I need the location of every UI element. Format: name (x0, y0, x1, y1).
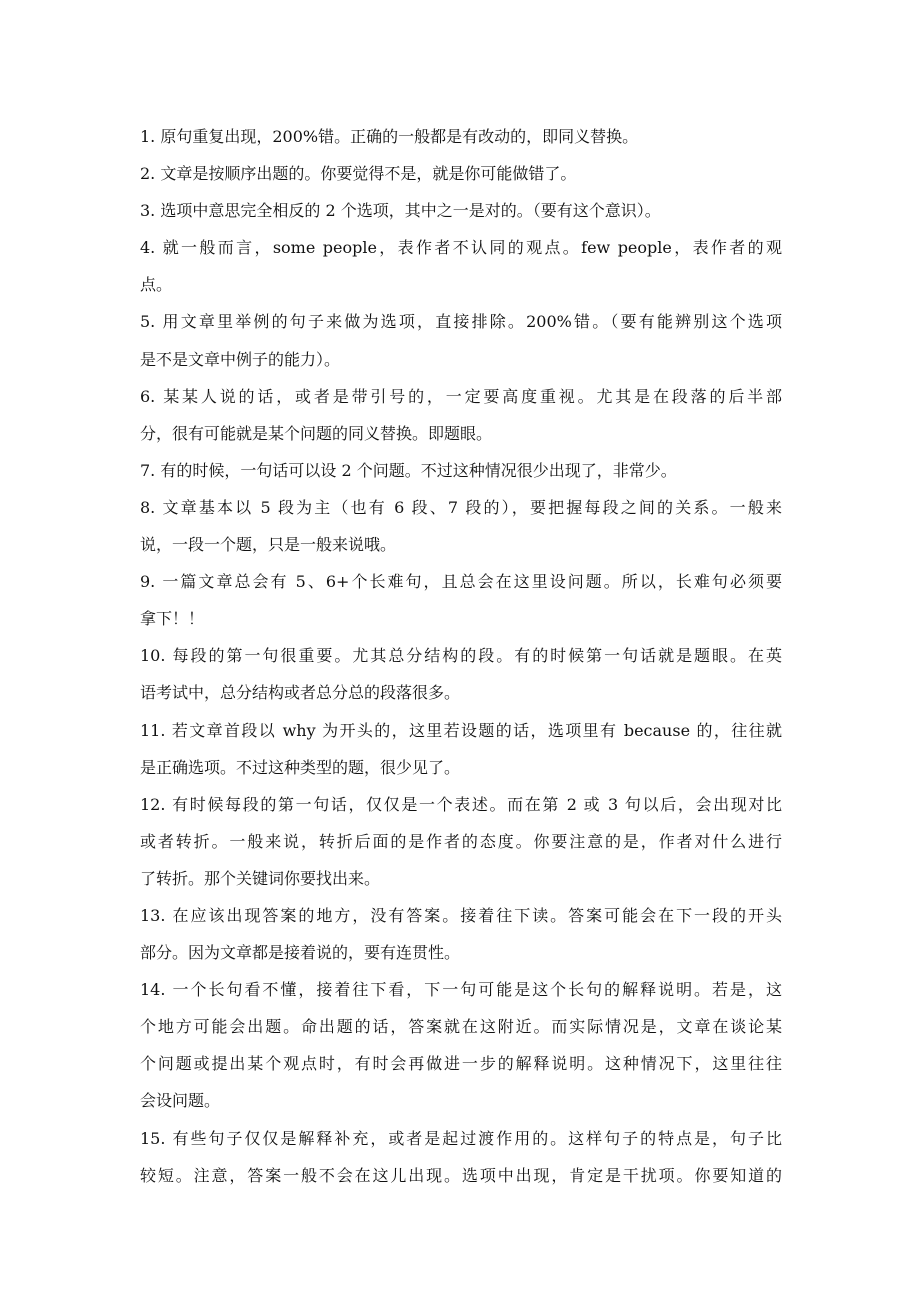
list-item-line: 3. 选项中意思完全相反的 2 个选项，其中之一是对的。（要有这个意识）。 (140, 201, 661, 221)
list-item-line: 6. 某某人说的话，或者是带引号的，一定要高度重视。尤其是在段落的后半部 (140, 386, 782, 406)
list-item (140, 712, 782, 786)
list-item-line: 了转折。那个关键词你要找出来。 (140, 868, 381, 888)
list-item-line: 10. 每段的第一句很重要。尤其总分结构的段。有的时候第一句话就是题眼。在英 (140, 646, 782, 666)
list-item-line: 分，很有可能就是某个问题的同义替换。即题眼。 (140, 423, 493, 443)
list-item-line: 14. 一个长句看不懂，接着往下看，下一句可能是这个长句的解释说明。若是，这 (140, 980, 782, 1000)
list-item (140, 452, 782, 489)
list-item (140, 971, 782, 1119)
list-item-line: 5. 用文章里举例的句子来做为选项，直接排除。200%错。（要有能辨别这个选项 (140, 312, 782, 332)
list-item (140, 563, 782, 637)
list-item (140, 637, 782, 711)
list-item-line: 个问题或提出某个观点时，有时会再做进一步的解释说明。这种情况下，这里往往 (140, 1054, 782, 1074)
list-item-line: 13. 在应该出现答案的地方，没有答案。接着往下读。答案可能会在下一段的开头 (140, 905, 782, 925)
list-item (140, 229, 782, 303)
list-item (140, 303, 782, 377)
list-item-line: 语考试中，总分结构或者总分总的段落很多。 (140, 683, 461, 703)
list-item-line: 较短。注意，答案一般不会在这儿出现。选项中出现，肯定是干扰项。你要知道的 (140, 1165, 782, 1185)
list-item (140, 786, 782, 897)
list-item-line: 9. 一篇文章总会有 5、6+个长难句，且总会在这里设问题。所以，长难句必须要 (140, 572, 782, 592)
list-item-line: 说，一段一个题，只是一般来说哦。 (140, 535, 397, 555)
list-item-line: 2. 文章是按顺序出题的。你要觉得不是，就是你可能做错了。 (140, 164, 577, 184)
list-item-line: 个地方可能会出题。命出题的话，答案就在这附近。而实际情况是，文章在谈论某 (140, 1017, 782, 1037)
list-item-line: 会设问题。 (140, 1091, 221, 1111)
list-item-line: 部分。因为文章都是接着说的，要有连贯性。 (140, 943, 461, 963)
list-item-line: 1. 原句重复出现，200%错。正确的一般都是有改动的，即同义替换。 (140, 127, 639, 146)
document-body (140, 118, 782, 1194)
list-item (140, 118, 782, 155)
list-item-line: 拿下！！ (140, 609, 205, 629)
list-item-line: 8. 文章基本以 5 段为主（也有 6 段、7 段的），要把握每段之间的关系。一般来 (140, 497, 782, 517)
list-item (140, 378, 782, 452)
list-item (140, 1120, 782, 1194)
list-item-line: 4. 就一般而言，some people，表作者不认同的观点。few people，表作者的观 (140, 238, 782, 258)
list-item (140, 489, 782, 563)
list-item-line: 11. 若文章首段以 why 为开头的，这里若设题的话，选项里有 because 的，往往就 (140, 720, 782, 740)
list-item (140, 897, 782, 971)
list-item-line: 12. 有时候每段的第一句话，仅仅是一个表述。而在第 2 或 3 句以后，会出现对比 (140, 794, 782, 814)
list-item (140, 155, 782, 192)
list-item-line: 点。 (140, 275, 173, 295)
list-item-line: 7. 有的时候，一句话可以设 2 个问题。不过这种情况很少出现了，非常少。 (140, 460, 677, 480)
list-item-line: 或者转折。一般来说，转折后面的是作者的态度。你要注意的是，作者对什么进行 (140, 831, 782, 851)
list-item (140, 192, 782, 229)
list-item-line: 是不是文章中例子的能力）。 (140, 349, 341, 369)
list-item-line: 15. 有些句子仅仅是解释补充，或者是起过渡作用的。这样句子的特点是，句子比 (140, 1128, 782, 1148)
list-item-line: 是正确选项。不过这种类型的题，很少见了。 (140, 757, 461, 777)
